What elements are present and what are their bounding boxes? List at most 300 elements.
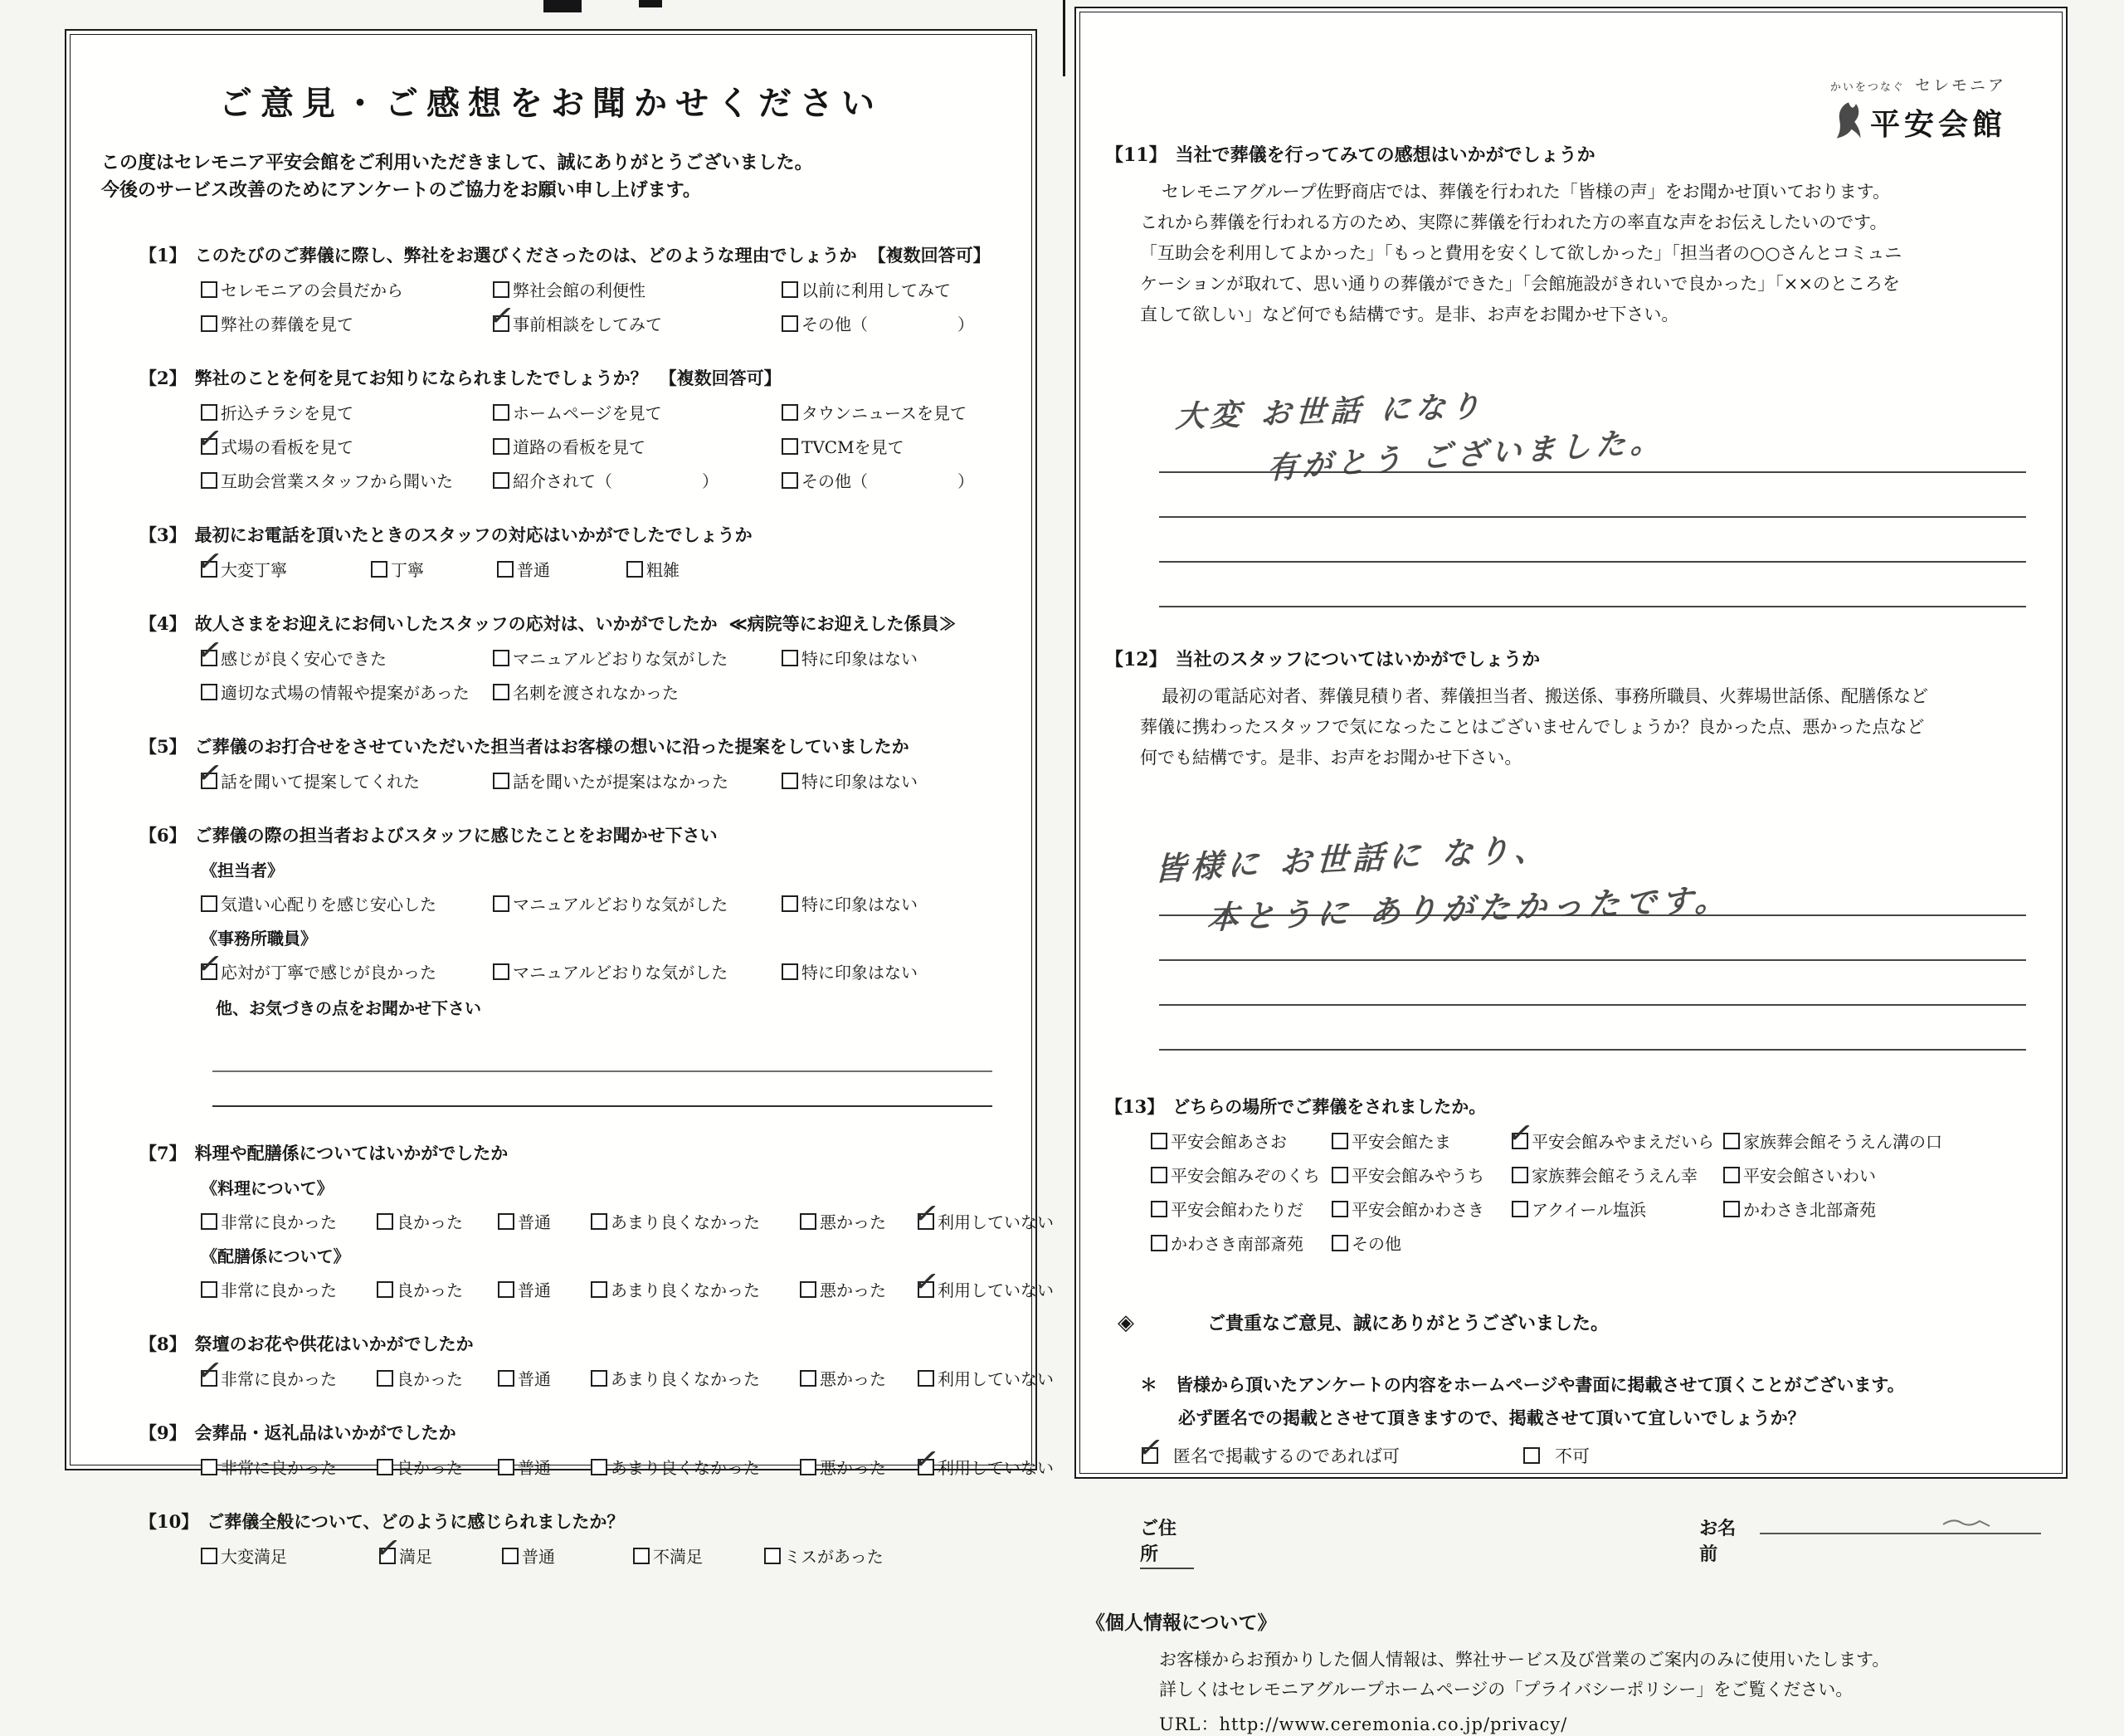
logo-tagline [1830,73,2006,95]
answer-area [1159,389,2026,607]
option-label: 普通 [518,1280,551,1300]
option-label: 互助会営業スタッフから聞いた [221,471,453,491]
write-in-lines [212,1070,1002,1107]
consent-line-2: 必ず匿名での掲載とさせて頂きますので、掲載させて頂いて宜しいでしょうか？ [1178,1407,1805,1428]
checkbox[interactable] [1151,1167,1167,1183]
option-label: 道路の看板を見て [513,437,645,457]
checkbox-checked[interactable] [201,963,217,980]
question-number: 【12】 [1105,649,1167,671]
question-number: 【6】 [139,825,187,846]
question-header [139,822,1002,847]
privacy-line-2: 詳しくはセレモニアグループホームページの「プライバシーポリシー」をご覧ください。 [1159,1680,1854,1699]
scan-artifact [543,0,582,12]
option-row [201,434,1002,458]
write-in-line[interactable] [1159,518,2026,563]
checkbox[interactable] [800,1281,816,1298]
option-paren-close: ） [702,471,719,491]
diamond-icon: ◈ [1118,1310,1134,1335]
scan-artifact [639,0,662,7]
name-field-scribble [1941,1516,1991,1528]
checkbox[interactable] [493,472,509,489]
checkbox[interactable] [764,1548,781,1564]
option-row [1151,1163,2041,1187]
checkbox[interactable] [493,438,509,455]
option-row [201,959,1002,983]
consent-line-1: ＊ 皆様から頂いたアンケートの内容をホームページや書面に掲載させて頂くことがございます。 [1140,1374,1905,1395]
option [201,768,493,792]
question-suffix: 【複数回答可】 [659,368,782,388]
option-label: 非常に良かった [221,1280,337,1300]
option [800,1209,918,1233]
question-number: 【2】 [139,368,187,388]
option-label: 普通 [518,1212,551,1232]
option [782,434,1030,458]
option-label: ミスがあった [784,1547,884,1567]
checkbox[interactable] [493,650,509,666]
write-in-line[interactable] [212,1070,992,1072]
option [782,311,1030,335]
question-header [1105,1094,2041,1119]
question-number: 【9】 [139,1422,187,1443]
question-header [139,611,1002,636]
consent-option [1142,1443,1523,1468]
name-input-line[interactable] [1760,1511,2041,1534]
write-in-line[interactable] [1159,563,2026,607]
question-number: 【10】 [139,1511,199,1532]
question-header [139,1420,1002,1445]
question-header [139,522,1002,547]
option-row [201,1366,1054,1390]
checkbox[interactable] [1523,1447,1540,1464]
option-label: 不可 [1555,1446,1590,1466]
description-line: これから葬儀を行われる方のため、実際に葬儀を行われた方の率直な声をお伝えしたいのです。 [1140,212,1888,232]
option-label: アクイール塩浜 [1532,1200,1646,1220]
option-label: 話を聞いて提案してくれた [221,772,420,792]
option [493,646,782,670]
option-label: マニュアルどおりな気がした [513,963,728,983]
option-label: 丁寧 [391,560,424,580]
checkbox[interactable] [626,561,643,578]
checkbox-checked[interactable] [918,1281,934,1298]
option-row [1151,1129,2041,1153]
checkbox[interactable] [918,1370,934,1387]
handwritten-answer: 大変 お世話 になり [1174,389,1486,435]
option-label: 特に印象はない [801,963,918,983]
question-title: このたびのご葬儀に際し、弊社をお選びくださったのは、どのような理由でしょうか [194,245,857,266]
option [782,277,1030,301]
question-header [139,1140,1002,1165]
checkbox[interactable] [800,1370,816,1387]
option-label: マニュアルどおりな気がした [513,649,728,669]
option-label: マニュアルどおりな気がした [513,895,728,914]
checkbox[interactable] [1723,1167,1740,1183]
checkbox[interactable] [201,281,217,298]
checkbox-checked[interactable] [201,773,217,789]
option [498,1209,591,1233]
option-label: 粗雑 [646,560,680,580]
option-row [201,468,1002,492]
option-label: 悪かった [820,1212,886,1232]
question-list [100,242,1054,1568]
checkbox[interactable] [1151,1201,1167,1217]
checkbox[interactable] [782,895,798,912]
checkbox[interactable] [782,963,798,980]
option-label: 良かった [397,1280,463,1300]
option-label: 不満足 [653,1547,703,1567]
logo-tagline-text: かいをつなぐ [1829,81,1905,94]
option [201,646,493,670]
consent-options [1142,1443,2041,1468]
option [201,1366,377,1390]
checkbox[interactable] [1512,1201,1528,1217]
checkbox-checked[interactable] [201,1370,217,1387]
option-label: 特に印象はない [801,649,918,669]
option-label: セレモニアの会員だから [221,280,403,300]
option-label: 普通 [517,560,550,580]
question-description [1140,177,2041,330]
option [1723,1129,1997,1153]
description-line: 葬儀に携わったスタッフで気になったことはございませんでしょうか？良かった点、悪かった点など [1140,717,1925,737]
option-label: その他（ [801,471,868,491]
checkbox[interactable] [782,438,798,455]
question-block [139,1140,1054,1301]
question-block [139,242,1002,335]
checkbox[interactable] [591,1281,607,1298]
option-label: 利用していない [938,1212,1054,1232]
option [782,891,1030,915]
option-label: 平安会館かわさき [1352,1200,1484,1220]
option-label: 利用していない [938,1280,1054,1300]
checkbox[interactable] [493,281,509,298]
description-line: 直して欲しい」など何でも結構です。是非、お声をお聞かせ下さい。 [1140,305,1679,324]
checkbox[interactable] [782,315,798,332]
option-label: 利用していない [938,1458,1054,1478]
option [918,1209,1092,1233]
question-number: 【7】 [139,1143,187,1163]
option [918,1366,1092,1390]
checkbox[interactable] [493,895,509,912]
sub-heading: 《担当者》 [201,861,284,880]
checkbox[interactable] [1151,1235,1167,1251]
checkbox[interactable] [377,1213,393,1230]
option-label: 悪かった [820,1369,886,1389]
question-title: 祭壇のお花や供花はいかがでしたか [194,1334,474,1354]
option [1332,1129,1512,1153]
option-label: 非常に良かった [221,1458,337,1478]
option-row [1151,1231,2041,1255]
option-label: 気遣い心配りを感じ安心した [221,895,436,914]
option-label: 名刺を渡されなかった [513,683,679,703]
checkbox-checked[interactable] [493,315,509,332]
closing-text: ご貴重なご意見、誠にありがとうございました。 [1207,1313,1610,1334]
checkbox[interactable] [493,963,509,980]
question-header [1105,646,2041,671]
checkbox[interactable] [1332,1167,1348,1183]
write-in-line[interactable] [1159,961,2026,1006]
option [493,891,782,915]
option-label: ホームページを見て [513,403,662,423]
checkbox[interactable] [591,1459,607,1475]
option-label: 弊社の葬儀を見て [221,315,353,334]
option [493,311,782,335]
checkbox[interactable] [498,1370,514,1387]
question-title: ご葬儀の際の担当者およびスタッフに感じたことをお聞かせ下さい [194,825,718,846]
option-row [201,680,1002,704]
option [493,959,782,983]
option-row [201,400,1002,424]
option [201,1543,379,1568]
checkbox-checked[interactable] [379,1548,396,1564]
question-header [139,365,1002,390]
option-label: あまり良くなかった [611,1369,760,1389]
closing-thanks [1118,1309,2041,1335]
checkbox[interactable] [782,650,798,666]
option [201,277,493,301]
option [201,311,493,335]
option-label: 弊社会館の利便性 [513,280,645,300]
question-block [139,1420,1054,1479]
option-label: 平安会館みぞのくち [1171,1166,1320,1186]
option-label: 平安会館たま [1352,1132,1451,1152]
asterisk-icon: ＊ [1140,1374,1157,1395]
option [201,1209,377,1233]
option [498,1277,591,1301]
option-label: 家族葬会館そうえん幸 [1532,1166,1698,1186]
option-label: 感じが良く安心できた [221,649,387,669]
checkbox[interactable] [201,1281,217,1298]
question-12 [1105,646,2041,1051]
checkbox[interactable] [782,773,798,789]
logo-brand-large: 平安会館 [1869,106,2006,142]
question-title: 弊社のことを何を見てお知りになられましたでしょうか？ [194,368,648,388]
option [918,1277,1092,1301]
question-title: 会葬品・返礼品はいかがでしたか [194,1422,456,1443]
checkbox[interactable] [377,1281,393,1298]
checkbox[interactable] [498,1213,514,1230]
free-comment-prompt: 他、お気づきの点をお聞かせ下さい [216,998,481,1018]
checkbox[interactable] [782,472,798,489]
option-label: その他 [1352,1234,1401,1254]
question-number: 【8】 [139,1334,187,1354]
question-number: 【13】 [1105,1096,1165,1117]
question-block [139,1331,1054,1390]
checkbox[interactable] [591,1213,607,1230]
checkbox[interactable] [201,895,217,912]
option [591,1277,800,1301]
option-label: 式場の看板を見て [221,437,353,457]
option-row [201,1209,1054,1233]
option-label: 以前に利用してみて [801,280,951,300]
option-label: 普通 [518,1369,551,1389]
survey-page-right [1074,7,2068,1734]
logo-brand-small: セレモニア [1914,76,2006,95]
checkbox-checked[interactable] [918,1459,934,1475]
name-label: お名前 [1699,1518,1737,1565]
checkbox[interactable] [782,404,798,421]
question-header [1105,141,2041,167]
checkbox[interactable] [201,684,217,700]
option-row [201,1277,1054,1301]
checkbox-checked[interactable] [201,561,217,578]
write-in-line[interactable] [212,1105,992,1107]
checkbox[interactable] [1332,1201,1348,1217]
checkbox[interactable] [377,1370,393,1387]
checkbox[interactable] [201,315,217,332]
option [782,400,1030,424]
description-line: セレモニアグループ佐野商店では、葬儀を行われた「皆様の声」をお聞かせ頂いております。 [1162,182,1891,202]
scan-artifact [1063,0,1065,76]
question-title: どちらの場所でご葬儀をされましたか。 [1172,1096,1487,1117]
privacy-url: URL：http://www.ceremonia.co.jp/privacy/ [1159,1714,1568,1734]
question-number: 【3】 [139,524,187,545]
checkbox[interactable] [493,773,509,789]
checkbox[interactable] [371,561,387,578]
checkbox-checked[interactable] [1512,1133,1528,1149]
question-number: 【11】 [1105,144,1167,166]
checkbox[interactable] [591,1370,607,1387]
question-header [139,242,1002,267]
option [493,400,782,424]
consent-option [1523,1443,1656,1468]
option [493,768,782,792]
survey-page-left [65,29,1054,1567]
checkbox[interactable] [201,1459,217,1475]
option [782,468,1030,492]
checkbox-checked[interactable] [1142,1447,1158,1464]
privacy-section [1086,1607,2041,1736]
handwritten-answer: 本とうに ありがたかったです。 [1206,880,1732,937]
answer-area [1153,830,2026,1051]
question-header [139,1331,1002,1356]
intro-line-1: この度はセレモニア平安会館をご利用いただきまして、誠にありがとうございました。 [101,152,813,173]
option-label: 折込チラシを見て [221,403,353,423]
option [371,557,497,581]
checkbox-checked[interactable] [201,650,217,666]
option [377,1277,498,1301]
checkbox[interactable] [201,404,217,421]
option [800,1455,918,1479]
option-label: 良かった [397,1369,463,1389]
option-label: 平安会館みやうち [1352,1166,1484,1186]
checkbox[interactable] [498,1459,514,1475]
option [1151,1129,1332,1153]
option-label: 事前相談をしてみて [513,315,662,334]
checkbox[interactable] [201,472,217,489]
question-title: 当社で葬儀を行ってみての感想はいかがでしょうか [1175,144,1595,166]
option [493,434,782,458]
handwritten-answer: 有がとう ございました。 [1267,424,1666,486]
question-block [1105,1094,2041,1255]
option [201,680,493,704]
question-title: ご葬儀全般について、どのように感じられましたか？ [207,1511,625,1532]
option-row [201,768,1002,792]
checkbox[interactable] [1723,1201,1740,1217]
option-row [1151,1197,2041,1221]
option-label: 平安会館あさお [1171,1132,1287,1152]
option-label: あまり良くなかった [611,1280,760,1300]
checkbox[interactable] [377,1459,393,1475]
checkbox[interactable] [800,1459,816,1475]
checkbox[interactable] [493,404,509,421]
question-block [139,365,1002,492]
description-line: 最初の電話応対者、葬儀見積り者、葬儀担当者、搬送係、事務所職員、火葬場世話係、配膳係など [1162,686,1928,706]
option-row [201,311,1002,335]
option [1723,1163,1997,1187]
checkbox[interactable] [1723,1133,1740,1149]
option-label: 非常に良かった [221,1212,337,1232]
option [502,1543,633,1568]
checkbox[interactable] [493,684,509,700]
option-row [201,646,1002,670]
question-header [139,1509,1002,1534]
option [633,1543,764,1568]
option [782,959,1030,983]
checkbox[interactable] [1332,1133,1348,1149]
option [1151,1231,1332,1255]
option-label: 平安会館みやまえだいら [1532,1132,1714,1152]
sub-heading: 《料理について》 [201,1178,334,1198]
write-in-line[interactable] [1159,1006,2026,1051]
option [201,1455,377,1479]
question-title: 故人さまをお迎えにお伺いしたスタッフの応対は、いかがでしたか [194,613,718,634]
option-label: 悪かった [820,1458,886,1478]
checkbox[interactable] [800,1213,816,1230]
option-label: あまり良くなかった [611,1212,760,1232]
option-label: 満足 [399,1547,432,1567]
option [918,1455,1092,1479]
question-title: 当社のスタッフについてはいかがでしょうか [1175,649,1541,671]
option [201,468,493,492]
option [498,1455,591,1479]
option [201,891,493,915]
page-title: ご意見・ご感想をお聞かせください [219,84,883,123]
option-label: 特に印象はない [801,772,918,792]
checkbox[interactable] [201,1213,217,1230]
option-label: 話を聞いたが提案はなかった [513,772,728,792]
question-number: 【4】 [139,613,187,634]
intro-line-2: 今後のサービス改善のためにアンケートのご協力をお願い申し上げます。 [101,179,701,201]
option-label: あまり良くなかった [611,1458,760,1478]
option [498,1366,591,1390]
option [493,468,782,492]
checkbox[interactable] [497,561,514,578]
description-line: 何でも結構です。是非、お声をお聞かせ下さい。 [1140,748,1522,768]
option [591,1209,800,1233]
checkbox[interactable] [201,1548,217,1564]
option-row [201,1455,1054,1479]
question-title: 料理や配膳係についてはいかがでしたか [194,1143,509,1163]
checkbox[interactable] [1151,1133,1167,1149]
option [1512,1163,1723,1187]
option-row [201,891,1002,915]
description-line: 「互助会を利用してよかった」「もっと費用を安くして欲しかった」「担当者の○○さんとコミュニ [1140,243,1902,263]
contact-fields [1140,1511,2041,1569]
checkbox[interactable] [502,1548,519,1564]
checkbox[interactable] [633,1548,650,1564]
sub-heading: 《事務所職員》 [201,929,317,948]
question-block [139,611,1002,704]
checkbox-checked[interactable] [918,1213,934,1230]
option-label: その他（ [801,315,868,334]
checkbox[interactable] [1332,1235,1348,1251]
checkbox[interactable] [782,281,798,298]
option-label: 平安会館さいわい [1743,1166,1876,1186]
checkbox[interactable] [498,1281,514,1298]
checkbox-checked[interactable] [201,438,217,455]
checkbox[interactable] [1512,1167,1528,1183]
question-description [1140,681,2041,773]
option-label: 平安会館わたりだ [1171,1200,1303,1220]
